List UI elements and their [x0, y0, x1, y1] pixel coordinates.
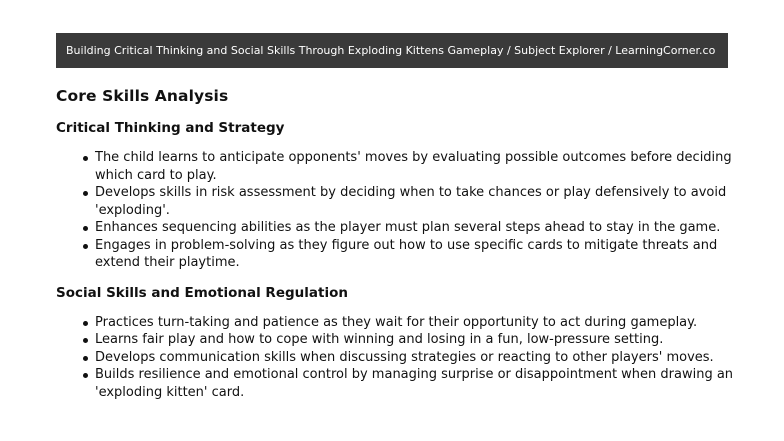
bullet-icon: [83, 338, 88, 343]
list-item: Enhances sequencing abilities as the player must plan several steps ahead to stay in the game.: [95, 219, 736, 237]
bullet-icon: [83, 156, 88, 161]
list-item: Builds resilience and emotional control by managing surprise or disappointment when drawing an 'exploding kitten' card.: [95, 366, 736, 401]
bullet-icon: [83, 244, 88, 249]
list-item: Develops skills in risk assessment by deciding when to take chances or play defensively to avoid 'exploding'.: [95, 184, 736, 219]
bullet-icon: [83, 226, 88, 231]
bullet-icon: [83, 191, 88, 196]
list-item: Learns fair play and how to cope with winning and losing in a fun, low-pressure setting.: [95, 331, 736, 349]
page-title: Core Skills Analysis: [56, 87, 229, 105]
breadcrumb-header: [56, 33, 728, 68]
bullet-icon: [83, 373, 88, 378]
list-item: Develops communication skills when discussing strategies or reacting to other players' moves.: [95, 349, 736, 367]
breadcrumb-text: Building Critical Thinking and Social Skills Through Exploding Kittens Gameplay / Subject Explorer / LearningCorner.co: [66, 44, 716, 57]
bullet-icon: [83, 321, 88, 326]
list-item: Engages in problem-solving as they figure out how to use specific cards to mitigate threats and extend their playtime.: [95, 237, 736, 272]
main-content: [56, 85, 736, 401]
critical-thinking-list: [56, 149, 736, 272]
list-item: The child learns to anticipate opponents' moves by evaluating possible outcomes before deciding which card to play.: [95, 149, 736, 184]
bullet-icon: [83, 356, 88, 361]
section-title-critical-thinking: Critical Thinking and Strategy: [56, 120, 285, 136]
list-item: Practices turn-taking and patience as they wait for their opportunity to act during gameplay.: [95, 314, 736, 332]
section-title-social-skills: Social Skills and Emotional Regulation: [56, 284, 348, 301]
social-skills-list: [56, 314, 736, 402]
